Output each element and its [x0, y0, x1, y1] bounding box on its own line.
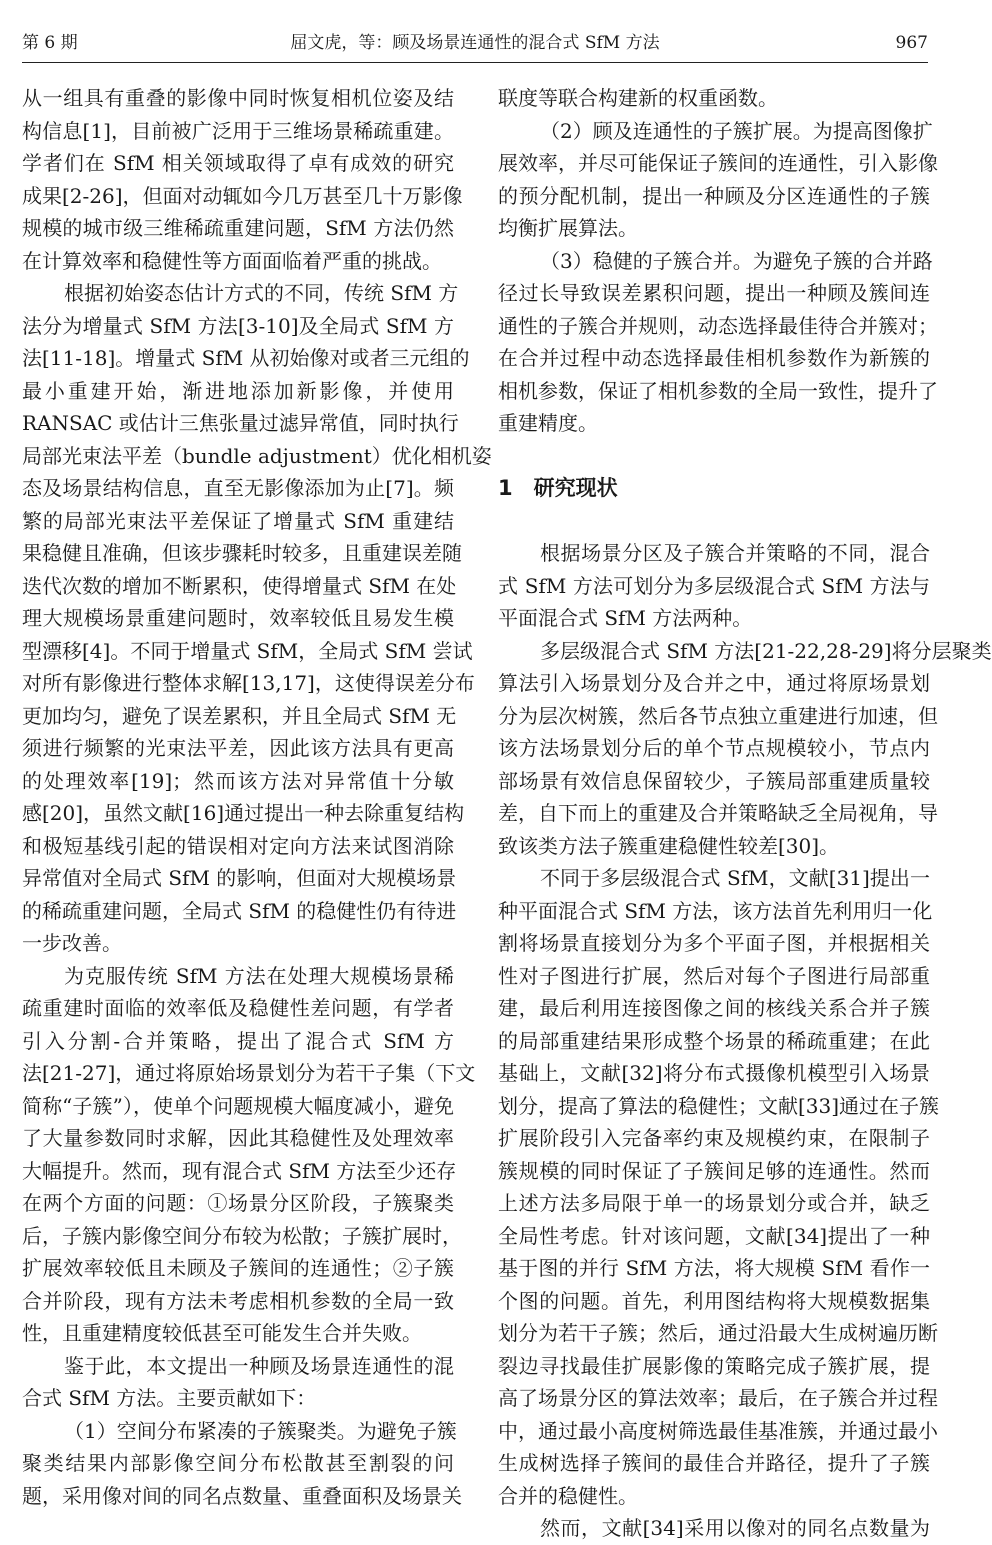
text-line: 划分为若干子簇；然后，通过沿最大生成树遍历断: [498, 1321, 938, 1345]
text-line: 在计算效率和稳健性等方面面临着严重的挑战。: [22, 248, 442, 273]
text-line: 一步改善。: [22, 931, 122, 955]
running-title: 屈文虎，等：顾及场景连通性的混合式 SfM 方法: [290, 33, 660, 53]
text-line: 的处理效率[19]；然而该方法对异常值十分敏: [22, 768, 454, 793]
text-line: 部场景有效信息保留较少，子簇局部重建质量较: [498, 768, 930, 793]
text-line: 果稳健且准确，但该步骤耗时较多，且重建误差随: [22, 541, 462, 565]
text-line: 理大规模场景重建问题时，效率较低且易发生模: [22, 606, 454, 630]
text-line: 扩展阶段引入完备率约束及规模约束，在限制子: [498, 1126, 930, 1150]
text-line: 从一组具有重叠的影像中同时恢复相机位姿及结: [22, 86, 454, 110]
text-line: 型漂移[4]。不同于增量式 SfM，全局式 SfM 尝试: [22, 638, 473, 663]
text-line: 均衡扩展算法。: [498, 216, 638, 240]
text-line: 然而，文献[34]采用以像对的同名点数量为: [540, 1516, 930, 1540]
text-line: 性，且重建精度较低甚至可能发生合并失败。: [22, 1321, 422, 1345]
spacer: [498, 505, 930, 538]
text-line: 该方法场景划分后的单个节点规模较小，节点内: [498, 736, 930, 760]
text-line: 的预分配机制，提出一种顾及分区连通性的子簇: [498, 183, 930, 208]
text-line: 异常值对全局式 SfM 的影响，但面对大规模场景: [22, 866, 457, 890]
text-line: 相机参数，保证了相机参数的全局一致性，提升了: [498, 378, 938, 403]
text-line: 感[20]，虽然文献[16]通过提出一种去除重复结构: [22, 801, 465, 825]
text-line: 聚类结果内部影像空间分布松散甚至割裂的问: [22, 1451, 454, 1475]
text-line: 在合并过程中动态选择最佳相机参数作为新簇的: [498, 346, 930, 370]
text-line: 种平面混合式 SfM 方法，该方法首先利用归一化: [498, 898, 933, 923]
text-line: 迭代次数的增加不断累积，使得增量式 SfM 在处: [22, 573, 457, 598]
text-line: 扩展效率较低且未顾及子簇间的连通性；②子簇: [22, 1256, 454, 1280]
text-line: 在两个方面的问题：①场景分区阶段，子簇聚类: [22, 1191, 454, 1215]
text-line: 算法引入场景划分及合并之中，通过将原场景划: [498, 671, 930, 695]
header-rule: [22, 62, 928, 63]
issue-number: 第 6 期: [22, 33, 78, 53]
text-line: 合式 SfM 方法。主要贡献如下：: [22, 1386, 317, 1410]
text-line: 割将场景直接划分为多个平面子图，并根据相关: [498, 931, 930, 955]
text-line: 性对子图进行扩展，然后对每个子图进行局部重: [498, 963, 930, 988]
text-line: （1）空间分布紧凑的子簇聚类。为避免子簇: [64, 1418, 457, 1443]
text-line: 引入分割-合并策略，提出了混合式 SfM 方: [22, 1028, 454, 1053]
text-line: RANSAC 或估计三焦张量过滤异常值，同时执行: [22, 411, 459, 435]
text-line: （2）顾及连通性的子簇扩展。为提高图像扩: [540, 118, 933, 143]
text-line: 生成树选择子簇间的最佳合并路径，提升了子簇: [498, 1451, 930, 1475]
text-line: 规模的城市级三维稀疏重建问题，SfM 方法仍然: [22, 216, 454, 240]
text-line: 法[11-18]。增量式 SfM 从初始像对或者三元组的: [22, 346, 470, 370]
text-line: 重建精度。: [498, 411, 598, 435]
text-line: 局部光束法平差（bundle adjustment）优化相机姿: [22, 443, 492, 468]
text-line: 合并阶段，现有方法未考虑相机参数的全局一致: [22, 1288, 454, 1313]
spacer: [498, 440, 930, 473]
text-line: 裂边寻找最佳扩展影像的策略完成子簇扩展，提: [498, 1353, 930, 1378]
text-line: 对所有影像进行整体求解[13,17]，这使得误差分布: [22, 671, 475, 695]
text-line: 联度等联合构建新的权重函数。: [498, 86, 778, 110]
text-line: 了大量参数同时求解，因此其稳健性及处理效率: [22, 1126, 454, 1150]
section-heading: 1 研究现状: [498, 476, 618, 500]
text-line: 繁的局部光束法平差保证了增量式 SfM 重建结: [22, 508, 454, 533]
text-line: 后，子簇内影像空间分布较为松散；子簇扩展时，: [22, 1223, 462, 1248]
text-line: 差，自下而上的重建及合并策略缺乏全局视角，导: [498, 801, 938, 825]
text-line: 根据初始姿态估计方式的不同，传统 SfM 方: [64, 281, 459, 305]
text-line: 根据场景分区及子簇合并策略的不同，混合: [540, 541, 930, 565]
text-line: 致该类方法子簇重建稳健性较差[30]。: [498, 833, 840, 858]
text-line: 更加均匀，避免了误差累积，并且全局式 SfM 无: [22, 703, 457, 728]
text-line: 划分，提高了算法的稳健性；文献[33]通过在子簇: [498, 1093, 940, 1118]
text-line: 中，通过最小高度树筛选最佳基准簇，并通过最小: [498, 1418, 938, 1443]
text-line: 径过长导致误差累积问题，提出一种顾及簇间连: [498, 281, 930, 305]
text-line: 展效率，并尽可能保证子簇间的连通性，引入影像: [498, 151, 938, 175]
text-line: 高了场景分区的算法效率；最后，在子簇合并过程: [498, 1386, 938, 1410]
page-number: 967: [895, 33, 928, 53]
left-column: [22, 82, 492, 1512]
text-line: 簇规模的同时保证了子簇间足够的连通性。然而: [498, 1158, 930, 1183]
text-line: 须进行频繁的光束法平差，因此该方法具有更高: [22, 736, 454, 760]
text-line: 法[21-27]，通过将原始场景划分为若干子集（下文: [22, 1061, 476, 1085]
text-line: 建，最后利用连接图像之间的核线关系合并子簇: [498, 996, 930, 1020]
text-line: 构信息[1]，目前被广泛用于三维场景稀疏重建。: [22, 118, 454, 143]
page-header: [0, 0, 950, 78]
text-line: 个图的问题。首先，利用图结构将大规模数据集: [498, 1288, 930, 1313]
text-line: 成果[2-26]，但面对动辄如今几万甚至几十万影像: [22, 183, 463, 208]
text-line: 通性的子簇合并规则，动态选择最佳待合并簇对；: [498, 313, 938, 338]
text-line: 平面混合式 SfM 方法两种。: [498, 606, 753, 630]
text-line: 分为层次树簇，然后各节点独立重建进行加速，但: [498, 703, 938, 728]
text-line: 上述方法多局限于单一的场景划分或合并，缺乏: [498, 1191, 930, 1215]
text-line: 法分为增量式 SfM 方法[3-10]及全局式 SfM 方: [22, 313, 454, 338]
text-line: 的局部重建结果形成整个场景的稀疏重建；在此: [498, 1028, 930, 1053]
text-line: 为克服传统 SfM 方法在处理大规模场景稀: [64, 963, 454, 988]
text-line: 最小重建开始，渐进地添加新影像，并使用: [22, 378, 454, 403]
text-line: 鉴于此，本文提出一种顾及场景连通性的混: [64, 1353, 454, 1378]
text-line: 态及场景结构信息，直至无影像添加为止[7]。频: [22, 476, 454, 500]
text-line: 基础上，文献[32]将分布式摄像机模型引入场景: [498, 1061, 930, 1085]
text-line: 的稀疏重建问题，全局式 SfM 的稳健性仍有待进: [22, 898, 457, 923]
text-line: （3）稳健的子簇合并。为避免子簇的合并路: [540, 248, 933, 273]
text-line: 和极短基线引起的错误相对定向方法来试图消除: [22, 833, 454, 858]
text-line: 简称“子簇”），使单个问题规模大幅度减小，避免: [22, 1093, 454, 1118]
text-line: 多层级混合式 SfM 方法[21-22,28-29]将分层聚类: [540, 638, 992, 663]
text-line: 疏重建时面临的效率低及稳健性差问题，有学者: [22, 996, 454, 1020]
text-line: 大幅提升。然而，现有混合式 SfM 方法至少还存: [22, 1158, 457, 1183]
right-column: [498, 82, 992, 1545]
text-line: 题，采用像对间的同名点数量、重叠面积及场景关: [22, 1483, 462, 1508]
text-line: 基于图的并行 SfM 方法，将大规模 SfM 看作一: [498, 1256, 930, 1280]
text-line: 合并的稳健性。: [498, 1483, 638, 1508]
text-line: 全局性考虑。针对该问题，文献[34]提出了一种: [498, 1223, 930, 1248]
text-line: 学者们在 SfM 相关领域取得了卓有成效的研究: [22, 151, 454, 175]
text-line: 式 SfM 方法可划分为多层级混合式 SfM 方法与: [498, 573, 930, 598]
text-line: 不同于多层级混合式 SfM，文献[31]提出一: [540, 866, 930, 890]
